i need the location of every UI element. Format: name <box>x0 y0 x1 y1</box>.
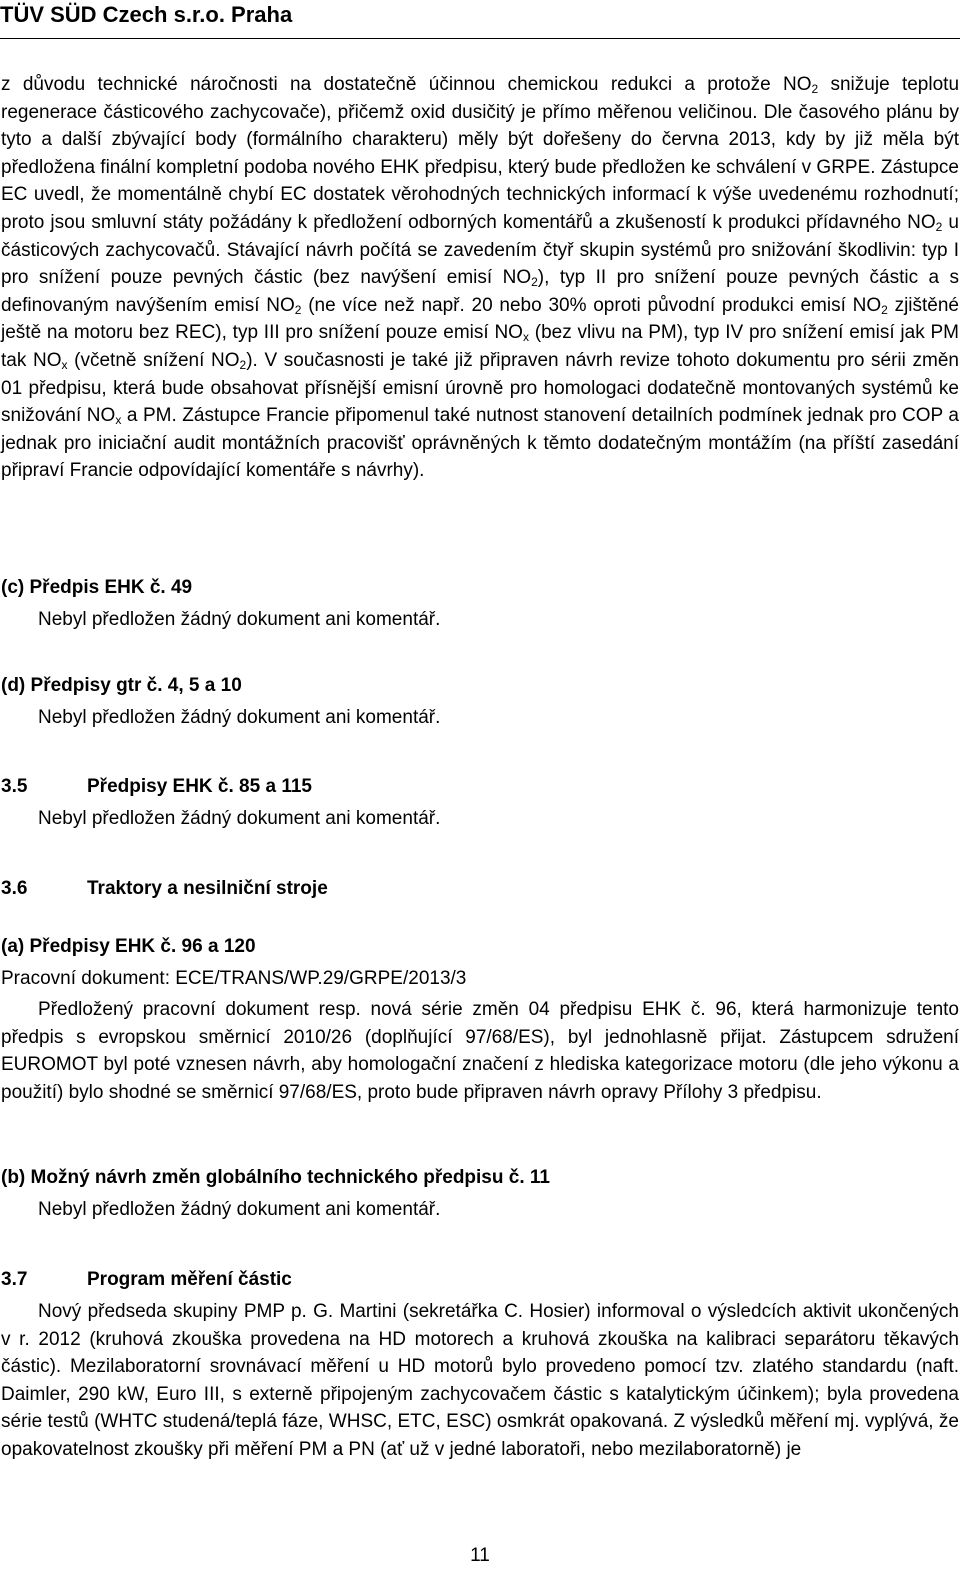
section-3-5-heading <box>1 773 959 801</box>
section-3-7-text: Nový předseda skupiny PMP p. G. Martini (sekretářka C. Hosier) informoval o výsledcích aktivit ukončených v r. 2012 (kruhová zkouška provedena na HD motorech a kruhová zkouška na kalibraci separátoru těkavých částic). Mezilaboratorní srovnávací měření u HD motorů bylo provedeno pomocí tzv. zlatého standardu (naft. Daimler, 290 kW, Euro III, s externě připojeným zachycovačem částic s katalytickým účinkem); byla provedena série testů (WHTC studená/teplá fáze, WHSC, ETC, ESC) osmkrát opakovaná. Z výsledků měření mj. vyplývá, že opakovatelnost zkoušky při měření PM a PN (ať už v jedné laboratoři, nebo mezilaboratorně) je <box>1 1301 959 1460</box>
section-b-heading: (b) Možný návrh změn globálního technického předpisu č. 11 <box>1 1167 550 1188</box>
working-document-reference: Pracovní dokument: ECE/TRANS/WP.29/GRPE/2013/3 <box>1 968 467 989</box>
section-3-7-heading <box>1 1266 959 1294</box>
section-number: 3.5 <box>1 776 28 797</box>
company-name: TÜV SÜD Czech s.r.o. Praha <box>0 2 293 27</box>
section-c-heading: (c) Předpis EHK č. 49 <box>1 577 193 598</box>
section-number: 3.6 <box>1 878 28 899</box>
section-title: Traktory a nesilniční stroje <box>87 878 328 899</box>
section-a-heading: (a) Předpisy EHK č. 96 a 120 <box>1 936 256 957</box>
section-d-text: Nebyl předložen žádný dokument ani komentář. <box>38 707 441 728</box>
page-header <box>0 0 960 32</box>
section-3-6-heading <box>1 875 959 903</box>
section-d-heading: (d) Předpisy gtr č. 4, 5 a 10 <box>1 675 242 696</box>
section-title: Program měření částic <box>87 1269 292 1290</box>
section-3-5-text: Nebyl předložen žádný dokument ani komentář. <box>38 808 441 829</box>
section-number: 3.7 <box>1 1269 28 1290</box>
section-a-text: Předložený pracovní dokument resp. nová série změn 04 předpisu EHK č. 96, která harmonizuje tento předpis s evropskou směrnicí 2010/26 (doplňující 97/68/ES), byl jednohlasně přijat. Zástupcem sdružení EUROMOT byl poté vznesen návrh, aby homologační značení z hlediska kategorizace motoru (dle jeho výkonu a použití) bylo shodné se směrnicí 97/68/ES, proto bude připraven návrh opravy Přílohy 3 předpisu. <box>1 999 959 1103</box>
page-number: 11 <box>470 1545 490 1566</box>
section-title: Předpisy EHK č. 85 a 115 <box>87 776 312 797</box>
section-b-text: Nebyl předložen žádný dokument ani komentář. <box>38 1199 441 1220</box>
header-divider <box>0 38 960 39</box>
section-c-text: Nebyl předložen žádný dokument ani komentář. <box>38 609 441 630</box>
intro-paragraph: z důvodu technické náročnosti na dostatečně účinnou chemickou redukci a protože $NO_2$ snižuje teplotu regenerace částicového zachycovače), přičemž oxid dusičitý je přímo měřenou veličinou. Dle časového plánu by tyto a další zbývající body (formálního charakteru) měly být dořešeny do června 2013, kdy by již měla být předložena finální kompletní podoba nového EHK předpisu, který bude předložen ke schválení v GRPE. Zástupce EC uvedl, že momentálně chybí EC dostatek věrohodných technických informací k výše uvedenému rozhodnutí; proto jsou smluvní státy požádány k předložení odborných komentářů a zkušeností k produkci přídavného $NO_2$ u částicových zachycovačů. Stávající návrh počítá se zavedením čtyř skupin systémů pro snižování škodlivin: typ I pro snížení pouze pevných částic (bez navýšení emisí $NO_2$), typ II pro snížení pouze pevných částic a s definovaným navýšením emisí $NO_2$ (ne více než např. 20 nebo 30% oproti původní produkci emisí $NO_2$ zjištěné ještě na motoru bez REC), typ III pro snížení pouze emisí $NO_x$ (bez vlivu na PM), typ IV pro snížení emisí jak PM tak $NO_x$ (včetně snížení $NO_2$). V současnosti je také již připraven návrh revize tohoto dokumentu pro sérii změn 01 předpisu, která bude obsahovat přísnější emisní úrovně pro homologaci dodatečně montovaných systémů ke snižování $NO_x$ a PM. Zástupce Francie připomenul také nutnost stanovení detailních podmínek jednak pro COP a jednak pro iniciační audit montážních pracovišť oprávněných k těmto dodatečným montážím (na příští zasedání připraví Francie odpovídající komentáře s návrhy). <box>1 74 960 482</box>
